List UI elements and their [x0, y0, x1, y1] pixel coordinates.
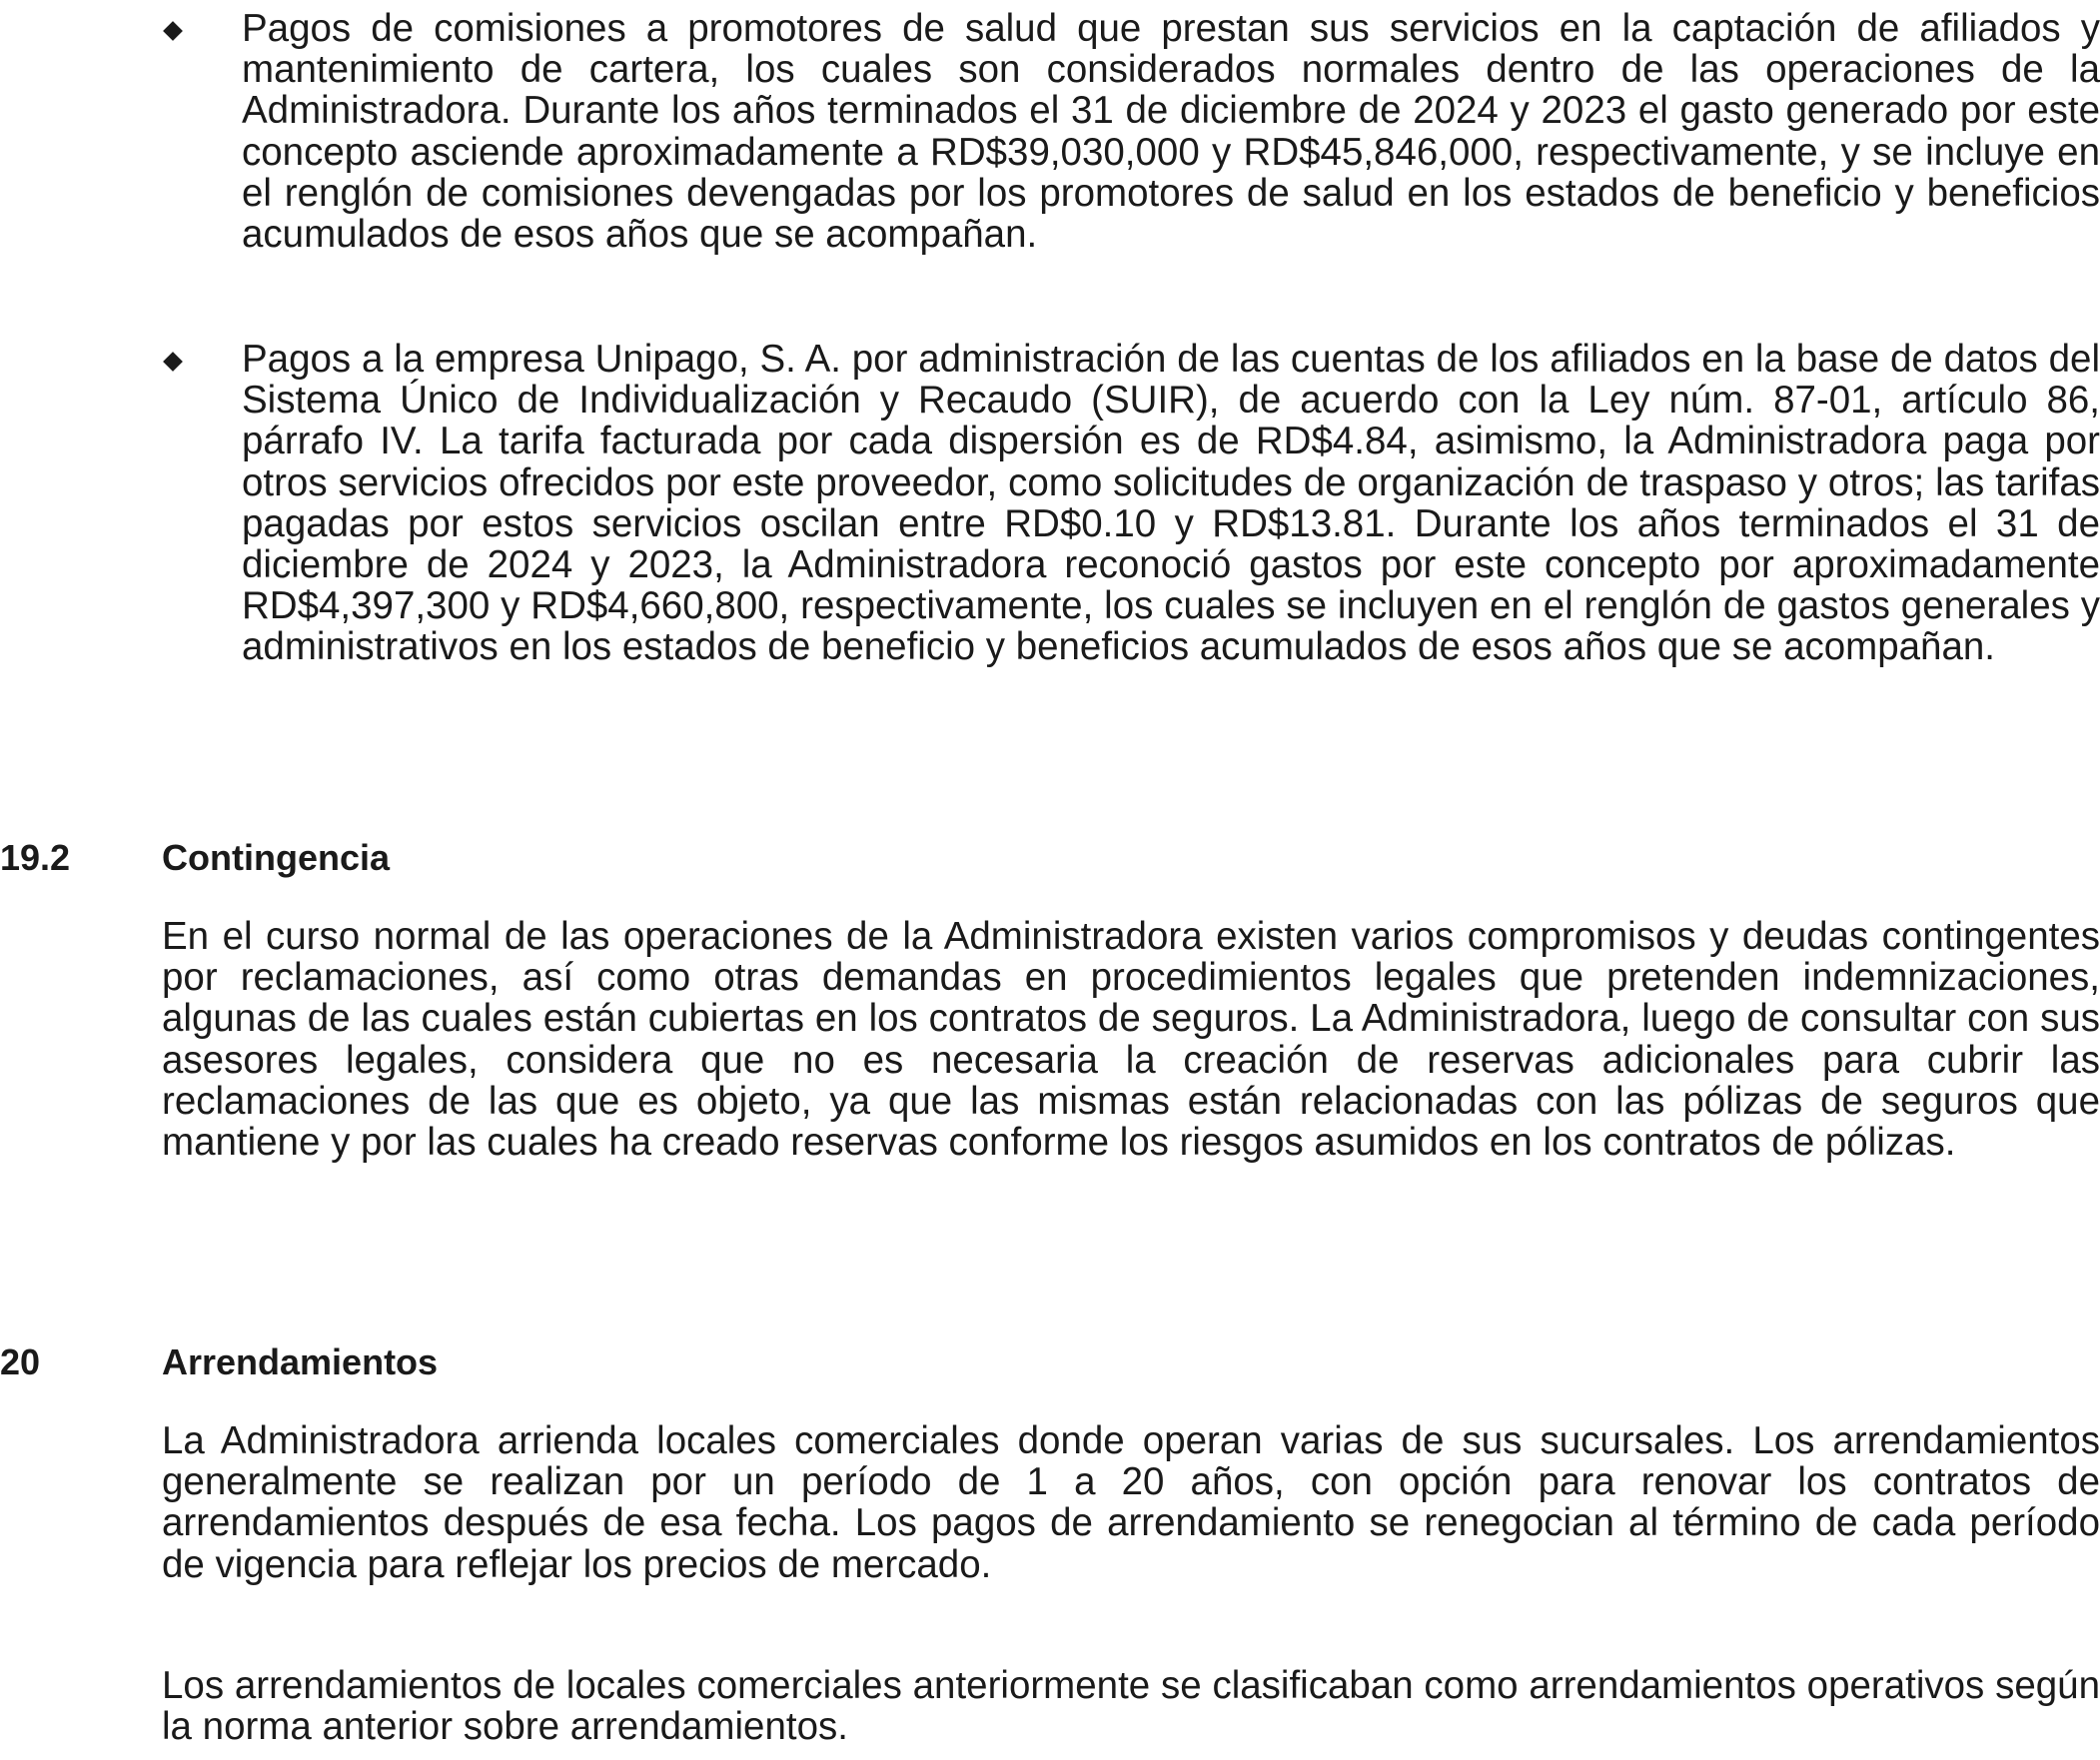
paragraph-arrendamientos-2: Los arrendamientos de locales comerciales anteriormente se clasificaban como arrendamientos operativos según la norma anterior sobre arrendamientos. [162, 1664, 2100, 1749]
section-title-contingencia: Contingencia [162, 837, 391, 878]
section-number-19-2: 19.2 [0, 837, 71, 878]
bullet-text-unipago: Pagos a la empresa Unipago, S. A. por administración de las cuentas de los afiliados en la base de datos del Sistema Único de Individualización y Recaudo (SUIR), de acuerdo con la Ley núm. 87-01, artículo 86, párrafo IV. La tarifa facturada por cada dispersión es de RD$4.84, asimismo, la Administradora paga por otros servicios ofrecidos por este proveedor, como solicitudes de organización de traspaso y otros; las tarifas pagadas por estos servicios oscilan entre RD$0.10 y RD$13.81. Durante los años terminados el 31 de diciembre de 2024 y 2023, la Administradora reconoció gastos por este concepto por aproximadamente RD$4,397,300 y RD$4,660,800, respectivamente, los cuales se incluyen en el renglón de gastos generales y administrativos en los estados de beneficio y beneficios acumulados de esos años que se acompañan. [242, 338, 2100, 669]
bullet-item-commissions [166, 8, 2100, 298]
paragraph-contingencia: En el curso normal de las operaciones de la Administradora existen varios compromisos y deudas contingentes por reclamaciones, así como otras demandas en procedimientos legales que pretenden indemnizaciones, algunas de las cuales están cubiertas en los contratos de seguros. La Administradora, luego de consultar con sus asesores legales, considera que no es necesaria la creación de reservas adicionales para cubrir las reclamaciones de las que es objeto, ya que las mismas están relacionadas con las pólizas de seguros que mantiene y por las cuales ha creado reservas conforme los riesgos asumidos en los contratos de pólizas. [162, 915, 2100, 1165]
diamond-bullet-icon [163, 352, 183, 372]
section-title-arrendamientos: Arrendamientos [162, 1341, 439, 1382]
section-number-20: 20 [0, 1341, 41, 1382]
bullet-item-unipago [166, 339, 2100, 798]
diamond-bullet-icon [163, 21, 183, 41]
bullet-text-commissions: Pagos de comisiones a promotores de salud que prestan sus servicios en la captación de afiliados y mantenimiento de cartera, los cuales son considerados normales dentro de las operaciones de la Administradora. Durante los años terminados el 31 de diciembre de 2024 y 2023 el gasto generado por este concepto asciende aproximadamente a RD$39,030,000 y RD$45,846,000, respectivamente, y se incluye en el renglón de comisiones devengadas por los promotores de salud en los estados de beneficio y beneficios acumulados de esos años que se acompañan. [242, 7, 2100, 257]
paragraph-arrendamientos-1: La Administradora arrienda locales comerciales donde operan varias de sus sucursales. Los arrendamientos generalmente se realizan por un período de 1 a 20 años, con opción para renovar los contratos de arrendamientos después de esa fecha. Los pagos de arrendamiento se renegocian al término de cada período de vigencia para reflejar los precios de mercado. [162, 1419, 2100, 1586]
